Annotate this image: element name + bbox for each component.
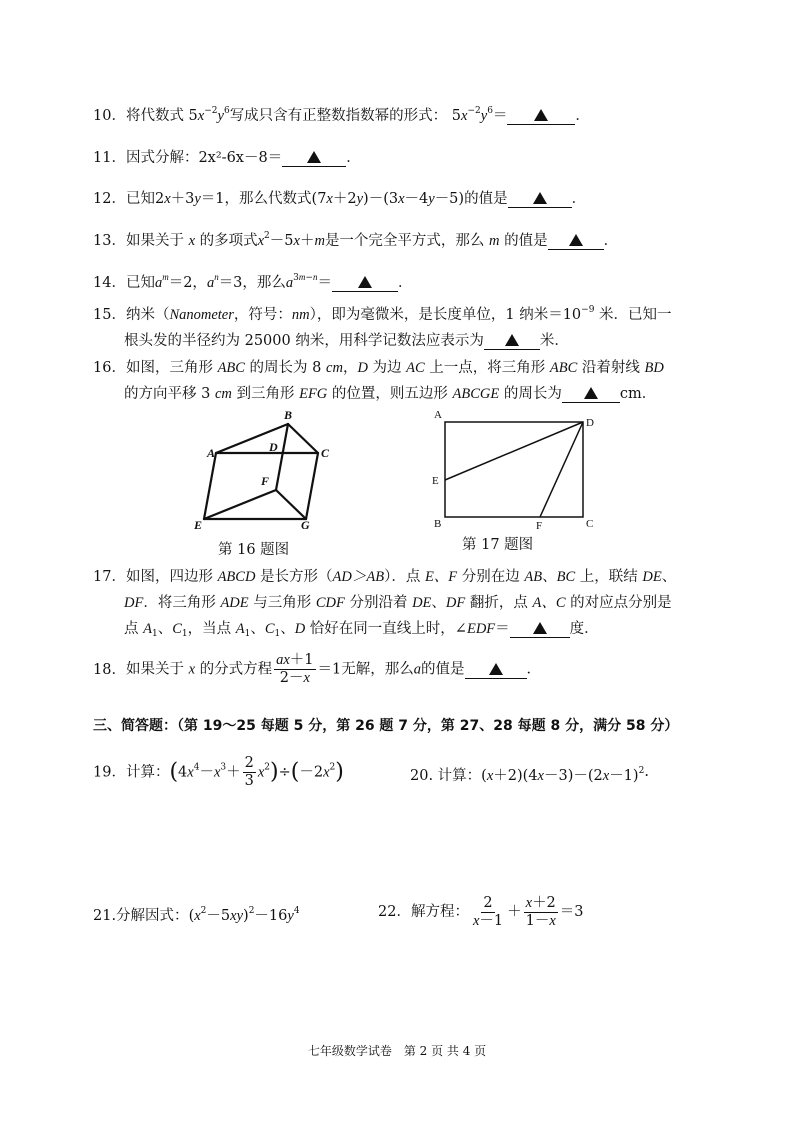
question-16-line-2: 的方向平移 3 cm 到三角形 EFG 的位置，则五边形 ABCGE 的周长为 cm． [124,386,657,402]
label-a: A [434,409,442,421]
question-20: 20. 计算：$(x+2)(4x-3)-(2x-1)^2\cdot$ [410,766,649,784]
triangle-icon [534,109,548,121]
figure-17-caption: 第 17 题图 [462,537,534,553]
answer-blank[interactable] [548,233,604,250]
segment-bc [288,424,318,453]
segment-df [540,422,583,517]
label-e: E [194,518,203,532]
question-15-line-1: 15．纳米（Nanometer，符号：nm），即为毫微米，是长度单位，1 纳米$=10^{-9}$ 米．已知一 [93,305,672,323]
question-16-line-1: 16．如图，三角形 ABC 的周长为 8 cm，D 为边 AC 上一点，将三角形 ABC 沿着射线 BD [93,360,664,376]
fraction: $\frac{2}{x-1}$ [472,894,504,929]
label-f: F [536,520,543,532]
triangle-icon [307,151,321,163]
question-12: 12．已知2x＋3y＝1，那么代数式(7x＋2y)－(3x－4y－5)的值是 ． [93,191,587,207]
figure-17 [425,405,605,535]
page-footer: 七年级数学试卷 第 2 页 共 4 页 [307,1044,487,1058]
triangle-icon [584,387,598,399]
segment-cg [306,453,318,519]
triangle-icon [358,276,372,288]
segment-ae [204,453,216,519]
segment-ef [204,490,276,519]
segment-bf [276,424,288,490]
fraction: $\frac{2}{3}$ [244,755,254,789]
question-14: 14．已知$a^m=2$，$a^n=3$，那么$a^{3m-n}=$ ． [93,272,413,291]
question-11: 11．因式分解：2x²-6x－8＝ ． [93,150,361,166]
question-19: 19．计算：($4x^4-x^3+$ $\frac{2}{3}$ $x^2)\div(-2x^2)$ [93,755,344,789]
question-18: 18．如果关于 x 的分式方程 $\frac{ax+1}{2-x}$ ＝1无解，那么a的值是 ． [93,652,542,686]
label-d: D [269,440,278,454]
label-b: B [284,408,293,422]
question-10: 10．将代数式 $5x^{-2}y^6$写成只含有正整数指数幂的形式： $5x^{-2}y^6=$ ． [93,106,590,124]
figure-16-caption: 第 16 题图 [218,542,290,558]
question-21: 21.分解因式：$(x^2-5xy)^2-16y^4$ [93,906,300,924]
label-f: F [261,474,270,488]
question-22: 22．解方程： $\frac{2}{x-1}$ ＋ $\frac{x+2}{1-x}$ ＝3 [378,894,584,929]
answer-blank[interactable] [332,275,398,292]
question-17-line-3: 点 $A_1$、$C_1$，当点 $A_1$、$C_1$、D 恰好在同一直线上时，∠EDF＝ 度． [124,621,599,639]
answer-blank[interactable] [484,333,540,350]
label-c: C [586,518,594,530]
segment-de [445,422,583,480]
figure-16 [185,405,345,535]
fraction: $\frac{ax+1}{2-x}$ [276,652,314,686]
question-17-line-2: DF．将三角形 ADE 与三角形 CDF 分别沿着 DE、DF 翻折，点 A、C 的对应点分别是 [124,595,672,611]
label-b: B [434,518,442,530]
section-3-heading: 三、简答题：（第 19～25 每题 5 分，第 26 题 7 分，第 27、28 每题 8 分，满分 58 分） [93,718,679,734]
segment-fg [276,490,306,519]
triangle-icon [505,334,519,346]
label-g: G [301,518,310,532]
answer-blank[interactable] [507,108,575,125]
answer-blank[interactable] [465,662,527,679]
answer-blank[interactable] [282,150,346,167]
fraction: $\frac{x+2}{1-x}$ [525,894,556,929]
answer-blank[interactable] [510,621,570,638]
answer-blank[interactable] [562,386,620,403]
triangle-icon [533,622,547,634]
triangle-icon [533,192,547,204]
label-c: C [321,446,330,460]
label-a: A [207,446,216,460]
question-17-line-1: 17．如图，四边形 ABCD 是长方形（AD＞AB）．点 E、F 分别在边 AB、BC 上，联结 DE、 [93,569,677,585]
label-d: D [586,417,594,429]
triangle-icon [569,234,583,246]
label-e: E [432,475,439,487]
question-13: 13．如果关于 x 的多项式$x^2-5x+m$是一个完全平方式，那么 m 的值是 ． [93,231,619,249]
answer-blank[interactable] [508,191,572,208]
question-15-line-2: 根头发的半径约为 25000 纳米，用科学记数法应表示为 米． [124,333,569,349]
triangle-icon [489,663,503,675]
